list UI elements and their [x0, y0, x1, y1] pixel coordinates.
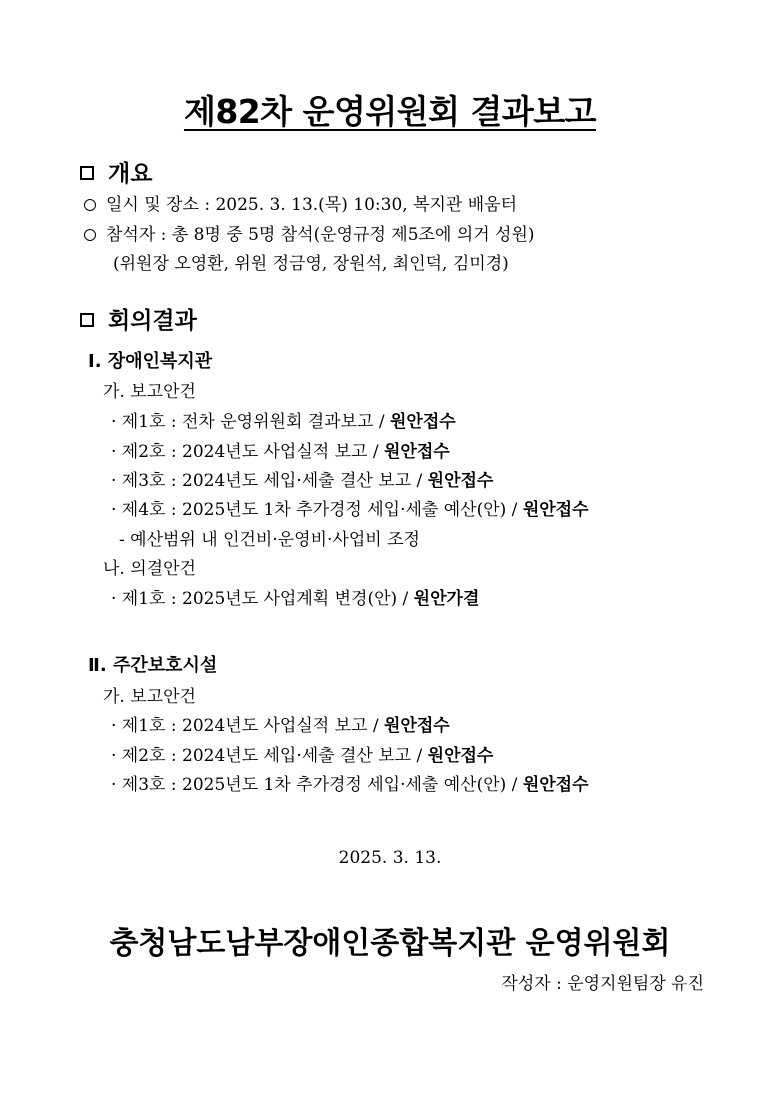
resolution-agenda-heading: 나. 의결안건 — [103, 559, 196, 579]
document-date: 2025. 3. 13. — [338, 848, 442, 868]
overview-item-datetime: 일시 및 장소 : 2025. 3. 13.(목) 10:30, 복지관 배움터 — [84, 190, 517, 215]
document-title: 제82차 운영위원회 결과보고 — [183, 92, 597, 131]
agenda-item: · 제2호 : 2024년도 세입·세출 결산 보고 / 원안접수 — [111, 746, 494, 766]
attendee-list: (위원장 오영환, 위원 정금영, 장원석, 최인덕, 김미경) — [113, 254, 509, 274]
agenda-note: - 예산범위 내 인건비·운영비·사업비 조정 — [119, 530, 420, 550]
author-line: 작성자 : 운영지원팀장 유진 — [501, 974, 704, 994]
agenda-result: 원안접수 — [522, 500, 589, 520]
checkbox-square-icon — [80, 313, 94, 327]
circle-bullet-icon — [84, 199, 96, 211]
agenda-result: 원안접수 — [427, 746, 494, 766]
agenda-result: 원안접수 — [384, 442, 450, 462]
agenda-item: · 제1호 : 2025년도 사업계획 변경(안) / 원안가결 — [111, 589, 480, 609]
overview-item-attendance: 참석자 : 총 8명 중 5명 참석(운영규정 제5조에 의거 성원) — [84, 220, 535, 245]
agenda-result: 원안가결 — [413, 589, 480, 609]
agenda-item: · 제4호 : 2025년도 1차 추가경정 세입·세출 예산(안) / 원안접수 — [111, 500, 589, 520]
report-agenda-heading: 가. 보고안건 — [103, 687, 196, 707]
agenda-result: 원안접수 — [384, 716, 450, 736]
agenda-item: · 제1호 : 2024년도 사업실적 보고 / 원안접수 — [111, 716, 450, 736]
agenda-result: 원안접수 — [522, 775, 589, 795]
agenda-item: · 제3호 : 2024년도 세입·세출 결산 보고 / 원안접수 — [111, 471, 494, 491]
section-heading-welfare-center: Ⅰ. 장애인복지관 — [88, 351, 213, 372]
overview-heading: 개요 — [80, 155, 152, 188]
agenda-result: 원안접수 — [390, 412, 456, 432]
organization-name: 충청남도남부장애인종합복지관 운영위원회 — [109, 926, 671, 961]
circle-bullet-icon — [84, 229, 96, 241]
results-heading: 회의결과 — [80, 302, 197, 335]
checkbox-square-icon — [80, 166, 94, 180]
report-agenda-heading: 가. 보고안건 — [103, 382, 196, 402]
section-heading-day-care: Ⅱ. 주간보호시설 — [88, 655, 218, 676]
agenda-item: · 제3호 : 2025년도 1차 추가경정 세입·세출 예산(안) / 원안접수 — [111, 775, 589, 795]
agenda-result: 원안접수 — [427, 471, 494, 491]
agenda-item: · 제2호 : 2024년도 사업실적 보고 / 원안접수 — [111, 442, 450, 462]
agenda-item: · 제1호 : 전차 운영위원회 결과보고 / 원안접수 — [111, 412, 456, 432]
